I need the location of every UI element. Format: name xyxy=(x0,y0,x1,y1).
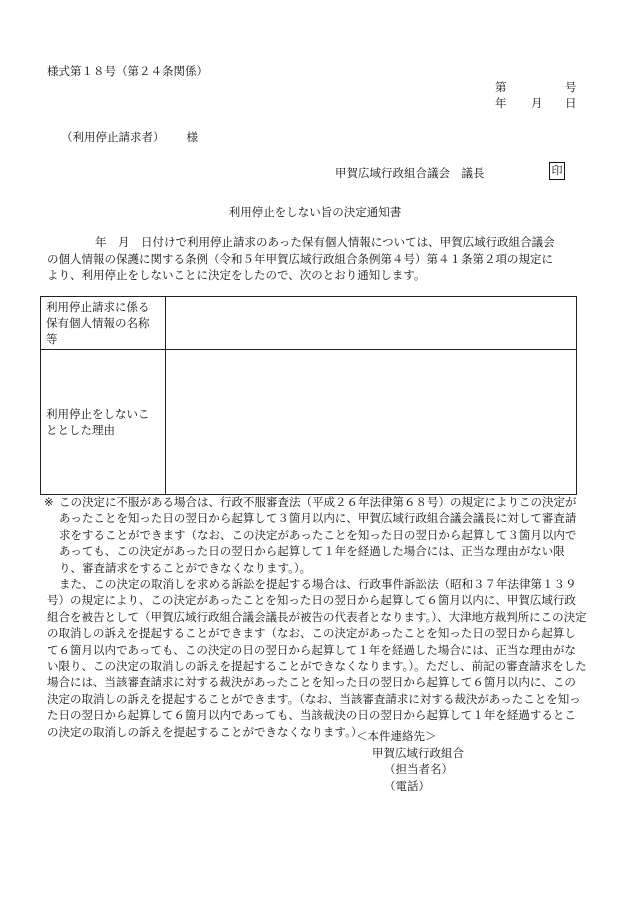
table-row xyxy=(41,297,577,350)
row1-label: 利用停止請求に係る保有個人情報の名称等 xyxy=(41,297,166,350)
date-month: 月 xyxy=(531,96,543,110)
date-day: 日 xyxy=(565,96,577,110)
body-text xyxy=(47,234,587,284)
body-line-1: 年 月 日付けで利用停止請求のあった保有個人情報については、甲賀広域行政組合議会 xyxy=(95,235,555,249)
body-line-3: より、利用停止をしないことに決定をしたので、次のとおり通知します。 xyxy=(47,268,426,282)
date-row xyxy=(495,96,577,112)
sender-name: 甲賀広域行政組合議会 議長 xyxy=(335,166,485,180)
recipient xyxy=(61,130,198,146)
date-block xyxy=(495,80,577,112)
note-mark: ※ xyxy=(44,495,54,509)
note-paragraph-1: この決定に不服がある場合は、行政不服審査法（平成２６年法律第６８号）の規定によりこの決定があったことを知った日の翌日から起算して３箇月以内に、甲賀広域行政組合議会議長に対して審査請求をすることができます（なお、この決定があったことを知った日の翌日から起算して３箇月以内であっても、この決定があった日の翌日から起算して１年を経過した場合には、正当な理由がない限り、審査請求をすることができなくなります。）。 xyxy=(59,495,577,575)
contact-phone: （電話） xyxy=(384,778,430,793)
document-title: 利用停止をしない旨の決定通知書 xyxy=(228,205,402,219)
seal-box: 印 xyxy=(549,162,565,180)
row2-label: 利用停止をしないこととした理由 xyxy=(41,350,166,495)
row1-value xyxy=(166,297,577,350)
note-paragraph-2: また、この決定の取消しを求める訴訟を提起する場合は、行政事件訴訟法（昭和３７年法律第１３９号）の規定により、この決定があったことを知った日の翌日から起算して６箇月以内に、甲賀広域行政組合を被告として（甲賀広域行政組合議会議長が被告の代表者となります。）、大津地方裁判所にこの決定の取消しの訴えを提起することができます（なお、この決定があったことを知った日の翌日から起算して６箇月以内であっても、この決定の日の翌日から起算して１年を経過した場合には、正当な理由がない限り、この決定の取消しの訴えを提起することができなくなります。）。ただし、前記の審査請求をした場合には、当該審査請求に対する裁決があったことを知った日の翌日から起算して６箇月以内に、この決定の取消しの訴えを提起することができます。（なお、当該審査請求に対する裁決があったことを知った日の翌日から起算して６箇月以内であっても、当該裁決の日の翌日から起算して１年を経過するとこの決定の取消しの訴えを提起することができなくなります。） xyxy=(47,577,587,739)
date-year: 年 xyxy=(495,96,507,110)
body-line-2: の個人情報の保護に関する条例（令和５年甲賀広域行政組合条例第４号）第４１条第２項の規定に xyxy=(47,251,553,266)
number-suffix: 号 xyxy=(565,80,577,94)
number-prefix: 第 xyxy=(495,80,507,94)
contact-block xyxy=(356,728,464,794)
recipient-honorific: 様 xyxy=(186,130,198,144)
info-table xyxy=(40,296,577,495)
recipient-name: （利用停止請求者） xyxy=(61,130,165,144)
row2-value xyxy=(166,350,577,495)
table-row xyxy=(41,350,577,495)
contact-person: （担当者名） xyxy=(384,762,453,776)
document-number-row xyxy=(495,80,577,96)
contact-org: 甲賀広域行政組合 xyxy=(372,745,464,760)
notes xyxy=(44,494,587,740)
contact-heading: ＜本件連絡先＞ xyxy=(356,729,437,743)
form-number: 様式第１８号（第２４条関係） xyxy=(47,64,208,78)
